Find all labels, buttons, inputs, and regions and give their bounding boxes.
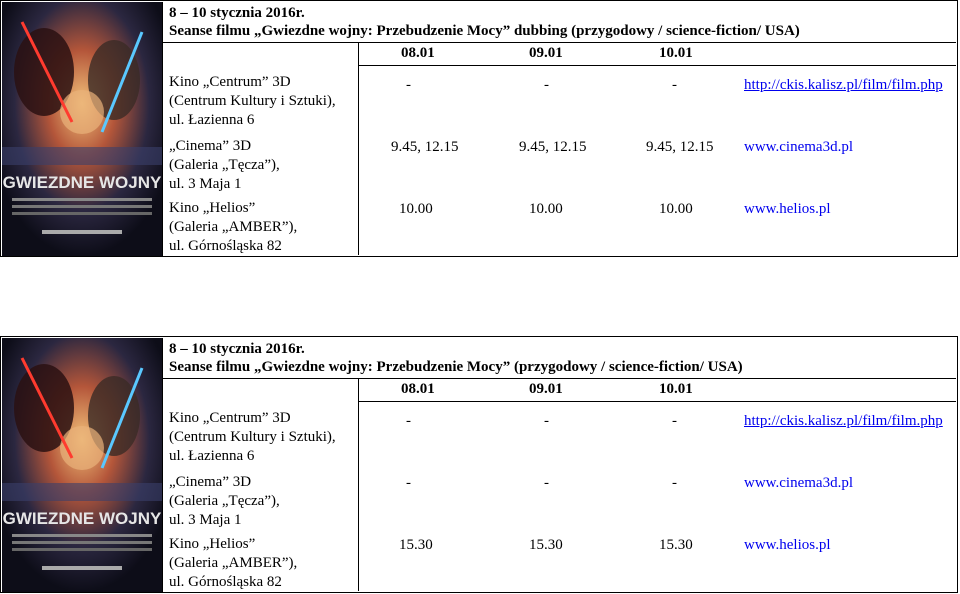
venue-link[interactable]: http://ckis.kalisz.pl/film/film.php xyxy=(744,77,943,93)
venue-cinema xyxy=(169,473,280,530)
day-header: 08.01 xyxy=(401,381,435,397)
venue-place: (Galeria „AMBER”), xyxy=(169,219,298,235)
screening-title: Seanse filmu „Gwiezdne wojny: Przebudzenie Mocy” (przygodowy / science-fiction/ USA) xyxy=(169,359,743,375)
showtime: 10.00 xyxy=(529,201,563,217)
screening-date: 8 – 10 stycznia 2016r. xyxy=(169,5,305,21)
showtime: - xyxy=(406,413,411,429)
venue-link[interactable]: http://ckis.kalisz.pl/film/film.php xyxy=(744,413,943,429)
day-header: 09.01 xyxy=(529,45,563,61)
venue-name: „Cinema” 3D xyxy=(169,138,252,154)
showtime: 9.45, 12.15 xyxy=(391,139,459,155)
screening-title: Seanse filmu „Gwiezdne wojny: Przebudzenie Mocy” dubbing (przygodowy / science-fiction/ USA) xyxy=(169,23,800,39)
schedule-header xyxy=(359,379,956,402)
venue-list xyxy=(163,379,359,591)
venue-place: (Centrum Kultury i Sztuki), xyxy=(169,429,336,445)
schedule-header xyxy=(359,43,956,66)
showtime: 10.00 xyxy=(399,201,433,217)
day-header: 10.01 xyxy=(659,381,693,397)
venue-list xyxy=(163,43,359,255)
showtime: 9.45, 12.15 xyxy=(646,139,714,155)
venue-link[interactable]: www.helios.pl xyxy=(744,201,831,217)
venue-name: Kino „Helios” xyxy=(169,536,256,552)
venue-place: (Galeria „Tęcza”), xyxy=(169,157,280,173)
screening-header xyxy=(163,338,956,379)
screening-block-original xyxy=(0,336,958,593)
showtime: - xyxy=(672,77,677,93)
poster-image xyxy=(2,2,162,256)
venue-name: Kino „Centrum” 3D xyxy=(169,410,291,426)
schedule-table xyxy=(359,379,956,591)
schedule-table xyxy=(359,43,956,255)
venue-place: (Galeria „AMBER”), xyxy=(169,555,298,571)
showtime: - xyxy=(672,413,677,429)
showtime: - xyxy=(406,77,411,93)
movie-poster xyxy=(2,2,163,256)
showtime: 15.30 xyxy=(529,537,563,553)
venue-place: (Centrum Kultury i Sztuki), xyxy=(169,93,336,109)
venue-name: „Cinema” 3D xyxy=(169,474,252,490)
poster-image xyxy=(2,338,162,592)
showtime: - xyxy=(544,475,549,491)
poster-caption: GWIEZDNE WOJNY xyxy=(2,509,162,528)
showtime: 15.30 xyxy=(399,537,433,553)
poster-caption: GWIEZDNE WOJNY xyxy=(2,173,162,192)
venue-link[interactable]: www.helios.pl xyxy=(744,537,831,553)
venue-link[interactable]: www.cinema3d.pl xyxy=(744,139,853,155)
screening-block-dubbing xyxy=(0,0,958,257)
day-header: 10.01 xyxy=(659,45,693,61)
venue-cinema xyxy=(169,137,280,194)
showtime: 15.30 xyxy=(659,537,693,553)
venue-link[interactable]: www.cinema3d.pl xyxy=(744,475,853,491)
venue-address: ul. Łazienna 6 xyxy=(169,448,255,464)
showtime: 10.00 xyxy=(659,201,693,217)
venue-name: Kino „Centrum” 3D xyxy=(169,74,291,90)
day-header: 09.01 xyxy=(529,381,563,397)
venue-address: ul. Górnośląska 82 xyxy=(169,574,282,590)
showtime: - xyxy=(544,77,549,93)
day-header: 08.01 xyxy=(401,45,435,61)
venue-place: (Galeria „Tęcza”), xyxy=(169,493,280,509)
venue-helios xyxy=(169,199,297,256)
showtime: - xyxy=(406,475,411,491)
showtime: - xyxy=(672,475,677,491)
venue-address: ul. 3 Maja 1 xyxy=(169,176,242,192)
venue-address: ul. Łazienna 6 xyxy=(169,112,255,128)
screening-header xyxy=(163,2,956,43)
venue-address: ul. 3 Maja 1 xyxy=(169,512,242,528)
venue-helios xyxy=(169,535,297,592)
venue-centrum xyxy=(169,73,336,130)
movie-poster xyxy=(2,338,163,592)
venue-name: Kino „Helios” xyxy=(169,200,256,216)
showtime: 9.45, 12.15 xyxy=(519,139,587,155)
venue-address: ul. Górnośląska 82 xyxy=(169,238,282,254)
screening-date: 8 – 10 stycznia 2016r. xyxy=(169,341,305,357)
venue-centrum xyxy=(169,409,336,466)
showtime: - xyxy=(544,413,549,429)
